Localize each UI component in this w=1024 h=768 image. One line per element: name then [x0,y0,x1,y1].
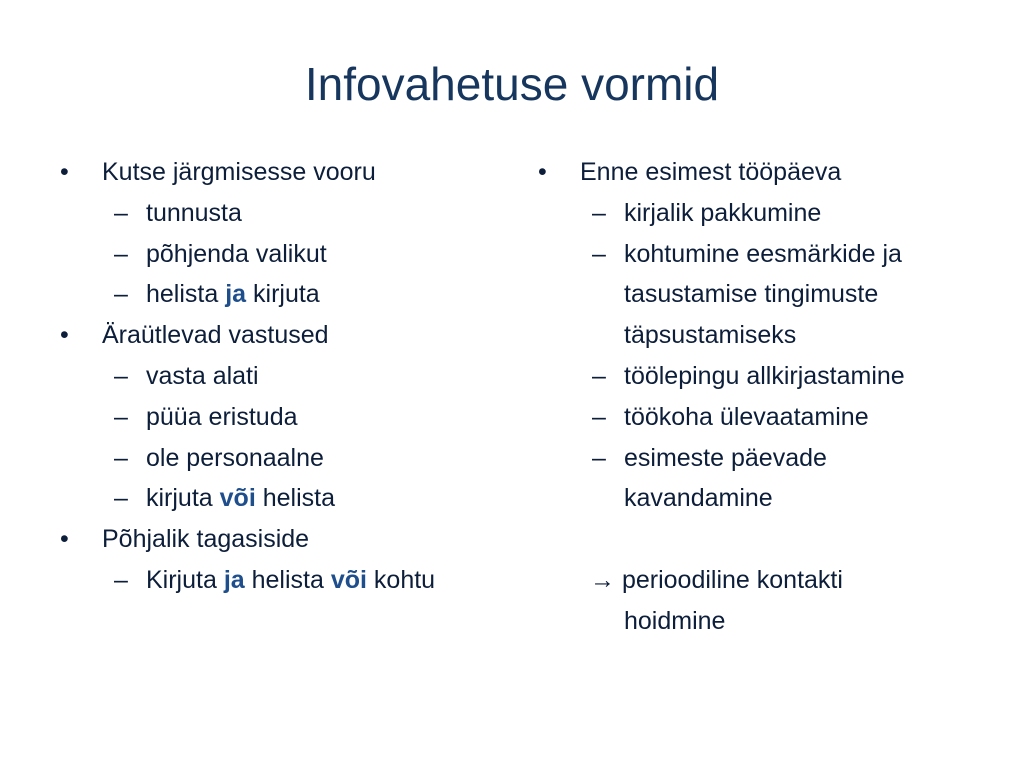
bullet-icon: • [60,321,69,350]
continuation-line [534,478,1004,519]
item-text: kirjuta [246,280,320,309]
bullet-icon: • [538,158,547,186]
item-text: püüa eristuda [146,402,298,431]
sub-bullet-item [56,438,526,479]
slide-title: Infovahetuse vormid [304,58,720,110]
dash-icon: – [592,402,606,431]
sub-bullet-item [56,193,526,234]
sub-bullet-item [56,478,526,519]
item-text: Äraütlevad vastused [102,321,329,350]
item-text: hoidmine [624,606,726,635]
dash-icon: – [114,402,128,431]
item-text: ole personaalne [146,443,324,472]
dash-icon: – [114,361,128,390]
continuation-line [534,315,1004,356]
dash-icon: – [114,565,128,594]
emphasis-text: ja [223,565,245,594]
bullet-item [56,315,526,356]
item-text: töökoha ülevaatamine [624,402,869,431]
item-text: kohtu [366,565,436,594]
item-text: kirjuta [146,484,220,513]
sub-bullet-item [534,397,1004,438]
sub-bullet-item [56,560,526,601]
sub-bullet-item [534,438,1004,479]
dash-icon: – [114,239,128,268]
continuation-line [534,601,1004,642]
item-text: → perioodiline kontakti [590,565,843,594]
sub-bullet-item [56,397,526,438]
blank-line [534,519,1004,560]
continuation-line [534,274,1004,315]
dash-icon: – [592,361,606,390]
item-text: kavandamine [624,484,773,513]
dash-icon: – [114,280,128,309]
left-column [56,152,526,601]
arrow-item [534,560,1004,601]
bullet-item [56,152,526,193]
dash-icon: – [592,198,606,227]
bullet-icon: • [60,525,69,554]
item-text: kohtumine eesmärkide ja [624,239,902,268]
dash-icon: – [114,484,128,513]
item-text: tunnusta [146,198,242,227]
bullet-icon: • [60,158,69,186]
item-text: tasustamise tingimuste [624,280,879,309]
item-text: Kirjuta [146,565,224,594]
sub-bullet-item [534,234,1004,275]
item-text: helista [255,484,335,513]
sub-bullet-item [56,274,526,315]
dash-icon: – [114,443,128,472]
dash-icon: – [592,239,606,268]
sub-bullet-item [534,193,1004,234]
item-text: kirjalik pakkumine [624,198,822,227]
item-text: vasta alati [146,361,259,390]
sub-bullet-item [56,356,526,397]
sub-bullet-item [56,234,526,275]
sub-bullet-item [534,356,1004,397]
bullet-item [534,152,1004,193]
bullet-item [56,519,526,560]
item-text: töölepingu allkirjastamine [624,361,905,390]
item-text: põhjenda valikut [146,239,327,268]
dash-icon: – [114,198,128,227]
item-text: täpsustamiseks [624,321,797,350]
item-text: helista [244,565,331,594]
emphasis-text: või [219,484,256,513]
item-text: Põhjalik tagasiside [102,525,310,554]
item-text: Kutse järgmisesse vooru [102,158,376,186]
emphasis-text: ja [225,280,247,309]
item-text: esimeste päevade [624,443,827,472]
dash-icon: – [592,443,606,472]
item-text: Enne esimest tööpäeva [580,158,842,186]
emphasis-text: või [330,565,367,594]
right-column [534,152,1004,642]
item-text: helista [146,280,226,309]
